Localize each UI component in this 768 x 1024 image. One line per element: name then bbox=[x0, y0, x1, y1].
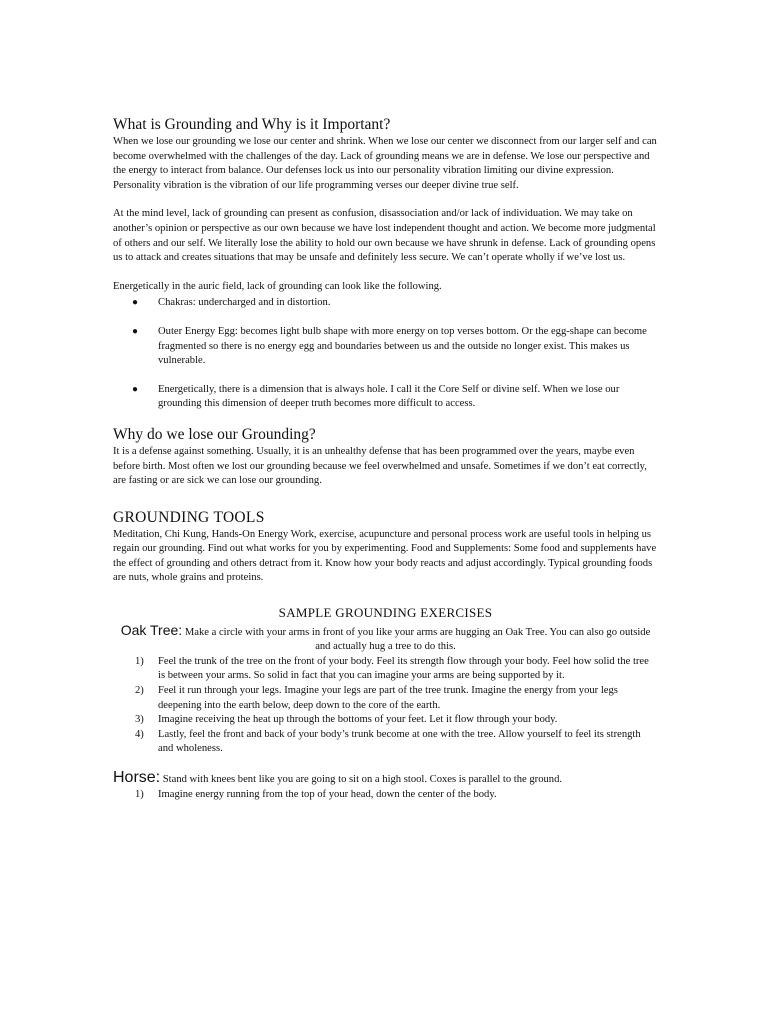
list-item bbox=[113, 383, 658, 412]
bullet-icon: ● bbox=[132, 325, 139, 337]
list-item-text: Energetically, there is a dimension that is always hole. I call it the Core Self or divine self. When we lose our grounding this dimension of deeper truth becomes more difficult to access. bbox=[158, 383, 620, 410]
paragraph: At the mind level, lack of grounding can present as confusion, disassociation and/or lack of individuation. We may take on another’s opinion or perspective as our own because we have lost independent thought and action. We become more judgmental of others and our self. We literally lose the ability to hold our own because we have shrunk in defense. Lack of grounding opens us to attack and creates situations that may be unsafe and definitely less secure. We can’t operate wholly if we’ve lost us. bbox=[113, 208, 656, 264]
horse-steps bbox=[113, 788, 658, 803]
list-item bbox=[113, 728, 658, 757]
step-text: Imagine receiving the heat up through the bottoms of your feet. Let it flow through your body. bbox=[158, 714, 558, 726]
oak-tree-steps bbox=[113, 655, 658, 757]
paragraph: It is a defense against something. Usually, it is an unhealthy defense that has been programmed over the years, maybe even before birth. Most often we lost our grounding because we feel overwhelmed and unsafe. Sometimes if we don’t eat correctly, are fasting or are sick we can lose our grounding. bbox=[113, 445, 647, 487]
paragraph: Energetically in the auric field, lack of grounding can look like the following. bbox=[113, 280, 442, 292]
step-number: 2) bbox=[135, 685, 144, 697]
exercises-heading: SAMPLE GROUNDING EXERCISES bbox=[278, 605, 493, 621]
list-item bbox=[113, 655, 658, 684]
bullet-icon: ● bbox=[132, 383, 139, 395]
step-number: 1) bbox=[135, 655, 144, 667]
document-page bbox=[113, 116, 658, 802]
section-heading-importance: What is Grounding and Why is it Important? bbox=[113, 116, 391, 133]
oak-tree-intro bbox=[113, 623, 658, 655]
horse-intro bbox=[113, 771, 658, 788]
step-text: Imagine energy running from the top of your head, down the center of the body. bbox=[158, 788, 497, 800]
step-number: 1) bbox=[135, 788, 144, 800]
section-heading-why: Why do we lose our Grounding? bbox=[113, 425, 316, 443]
bullet-list bbox=[113, 296, 658, 412]
list-item bbox=[113, 788, 658, 803]
horse-intro-text: Stand with knees bent like you are going to sit on a high stool. Coxes is parallel to the ground. bbox=[162, 774, 563, 785]
step-text: Feel the trunk of the tree on the front of your body. Feel its strength flow through your body. Feel how solid the tree is between your arms. So solid in fact that you can imagine your arms are being supported by it. bbox=[158, 655, 649, 682]
horse-label: Horse: bbox=[113, 769, 161, 786]
list-item bbox=[113, 713, 658, 728]
oak-tree-label: Oak Tree: bbox=[120, 621, 183, 638]
list-item bbox=[113, 325, 658, 369]
list-item-text: Outer Energy Egg: becomes light bulb shape with more energy on top verses bottom. Or the egg-shape can become fragmented so there is no energy egg and boundaries between us and the outside no longer exist. This makes us vulnerable. bbox=[158, 325, 647, 367]
oak-tree-intro-text: Make a circle with your arms in front of you like your arms are hugging an Oak Tree. You can also go outside and actually hug a tree to do this. bbox=[184, 626, 651, 653]
paragraph: When we lose our grounding we lose our center and shrink. When we lose our center we disconnect from our larger self and can become overwhelmed with the challenges of the day. Lack of grounding means we are in defense. We lose our perspective and the energy to interact from balance. Our defenses lock us into our personality vibration limiting our divine expression. Personality vibration is the vibration of our life programming verses our deeper divine true self. bbox=[113, 136, 657, 191]
list-item bbox=[113, 296, 658, 311]
section-heading-tools: GROUNDING TOOLS bbox=[113, 508, 265, 526]
list-item-text: Chakras: undercharged and in distortion. bbox=[158, 297, 331, 309]
paragraph: Meditation, Chi Kung, Hands-On Energy Work, exercise, acupuncture and personal process work are useful tools in helping us regain our grounding. Find out what works for you by experimenting. Food and Supplements: Some food and supplements have the effect of grounding and others detract from it. Know how your body reacts and adjust accordingly. Typical grounding foods are nuts, whole grains and proteins. bbox=[113, 528, 657, 584]
step-number: 3) bbox=[135, 714, 144, 726]
bullet-icon: ● bbox=[132, 297, 139, 309]
step-number: 4) bbox=[135, 728, 144, 740]
list-item bbox=[113, 684, 658, 713]
step-text: Feel it run through your legs. Imagine your legs are part of the tree trunk. Imagine the energy from your legs deepening into the earth below, deep down to the core of the earth. bbox=[158, 685, 618, 711]
step-text: Lastly, feel the front and back of your body’s trunk become at one with the tree. Allow yourself to feel its strength and wholeness. bbox=[158, 728, 641, 755]
